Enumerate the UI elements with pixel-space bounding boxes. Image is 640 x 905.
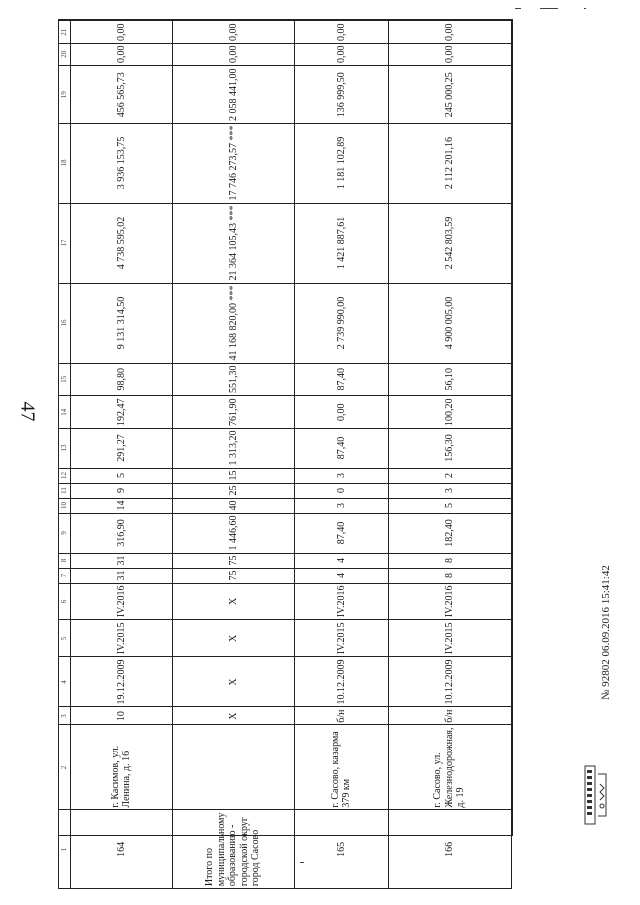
table-cell-col-1: 164 xyxy=(71,810,173,889)
table-cell-col-7: 8 xyxy=(389,568,512,583)
table-cell-col-19: 136 999,50 xyxy=(295,66,389,124)
table-cell-col-1: 166 xyxy=(389,810,512,889)
table-cell-col-6: IV.2016 xyxy=(295,583,389,620)
table-cell-col-4: X xyxy=(173,657,295,707)
table-cell-col-14: 761,90 xyxy=(173,396,295,429)
table-cell-col-2: г. Касимов, ул. Ленина, д. 16 xyxy=(71,725,173,810)
column-number: 1 xyxy=(59,810,71,889)
table-cell-col-11: 0 xyxy=(295,483,389,498)
table-cell-col-8: 4 xyxy=(295,553,389,568)
column-number: 10 xyxy=(59,498,71,513)
table-cell-col-14: 100,20 xyxy=(389,396,512,429)
table-cell-col-15: 551,30 xyxy=(173,363,295,396)
table-cell-col-3: б/н xyxy=(389,707,512,725)
column-number: 18 xyxy=(59,123,71,203)
scan-speck xyxy=(300,862,304,863)
table-cell-col-18: 17 746 273,57 *** xyxy=(173,123,295,203)
table-cell-col-20: 0,00 xyxy=(389,43,512,66)
data-table xyxy=(58,20,512,889)
table-row xyxy=(295,21,389,889)
table-cell-col-13: 156,30 xyxy=(389,428,512,468)
column-number: 20 xyxy=(59,43,71,66)
table-cell-col-10: 5 xyxy=(389,498,512,513)
table-cell-col-15: 87,40 xyxy=(295,363,389,396)
table-cell-col-6: IV.2016 xyxy=(71,583,173,620)
registry-note: № 92802 06.09.2016 15:41:42 xyxy=(600,565,612,700)
table-cell-col-12: 3 xyxy=(295,468,389,483)
table-cell-col-7: 75 xyxy=(173,568,295,583)
table-cell-col-16: 2 739 990,00 xyxy=(295,283,389,363)
table-cell-col-13: 87,40 xyxy=(295,428,389,468)
table-cell-col-5: IV.2015 xyxy=(295,620,389,657)
table-cell-col-20: 0,00 xyxy=(71,43,173,66)
column-number: 2 xyxy=(59,725,71,810)
table-cell-col-11: 25 xyxy=(173,483,295,498)
table-cell-col-19: 245 000,25 xyxy=(389,66,512,124)
table-cell-col-9: 182,40 xyxy=(389,513,512,553)
table-cell-col-17: 4 738 595,02 xyxy=(71,203,173,283)
table-cell-col-17: 21 364 105,43 *** xyxy=(173,203,295,283)
table-row xyxy=(173,21,295,889)
table-cell-col-3: 10 xyxy=(71,707,173,725)
table-cell-col-6: IV.2016 xyxy=(389,583,512,620)
table-row xyxy=(71,21,173,889)
table-cell-col-18: 1 181 102,89 xyxy=(295,123,389,203)
column-number-row xyxy=(59,21,71,889)
table-cell-col-8: 31 xyxy=(71,553,173,568)
table-cell-col-10: 3 xyxy=(295,498,389,513)
table-cell-col-15: 56,10 xyxy=(389,363,512,396)
table-cell-col-19: 2 058 441,00 xyxy=(173,66,295,124)
table-cell-col-18: 2 112 201,16 xyxy=(389,123,512,203)
column-number: 13 xyxy=(59,428,71,468)
table-cell-col-15: 98,80 xyxy=(71,363,173,396)
table-cell-col-14: 192,47 xyxy=(71,396,173,429)
column-number: 5 xyxy=(59,620,71,657)
table-cell-col-5: X xyxy=(173,620,295,657)
table-cell-col-21: 0,00 xyxy=(173,21,295,44)
table-cell-col-2: г. Сасово, казарма 379 км xyxy=(295,725,389,810)
table-cell-col-16: 4 900 005,00 xyxy=(389,283,512,363)
registry-stamp-logo xyxy=(584,764,611,826)
table-cell-col-21: 0,00 xyxy=(71,21,173,44)
table-cell-col-21: 0,00 xyxy=(295,21,389,44)
scan-speck xyxy=(584,8,586,9)
table-cell-col-4: 10.12.2009 xyxy=(389,657,512,707)
table-cell-col-3: б/н xyxy=(295,707,389,725)
table-cell-col-4: 10.12.2009 xyxy=(295,657,389,707)
data-table-frame xyxy=(58,19,513,886)
table-cell-col-5: IV.2015 xyxy=(71,620,173,657)
column-number: 8 xyxy=(59,553,71,568)
table-cell-col-12: 2 xyxy=(389,468,512,483)
table-cell-col-16: 9 131 314,50 xyxy=(71,283,173,363)
table-cell-col-9: 316,90 xyxy=(71,513,173,553)
scan-speck xyxy=(540,8,558,9)
table-cell-col-16: 41 168 820,00 *** xyxy=(173,283,295,363)
table-cell-col-3: X xyxy=(173,707,295,725)
column-number: 15 xyxy=(59,363,71,396)
column-number: 3 xyxy=(59,707,71,725)
table-cell-col-13: 291,27 xyxy=(71,428,173,468)
table-cell-col-2 xyxy=(173,725,295,810)
column-number: 12 xyxy=(59,468,71,483)
column-number: 16 xyxy=(59,283,71,363)
table-cell-col-13: 1 313,20 xyxy=(173,428,295,468)
column-number: 7 xyxy=(59,568,71,583)
table-cell-col-9: 1 446,60 xyxy=(173,513,295,553)
column-number: 11 xyxy=(59,483,71,498)
table-cell-col-11: 3 xyxy=(389,483,512,498)
table-cell-col-7: 4 xyxy=(295,568,389,583)
table-cell-col-12: 5 xyxy=(71,468,173,483)
column-number: 9 xyxy=(59,513,71,553)
table-cell-col-10: 40 xyxy=(173,498,295,513)
table-cell-col-5: IV.2015 xyxy=(389,620,512,657)
table-row xyxy=(389,21,512,889)
table-cell-col-7: 31 xyxy=(71,568,173,583)
table-cell-col-17: 2 542 803,59 xyxy=(389,203,512,283)
table-cell-col-20: 0,00 xyxy=(173,43,295,66)
table-cell-col-12: 15 xyxy=(173,468,295,483)
table-cell-col-11: 9 xyxy=(71,483,173,498)
table-cell-col-2: г. Сасово, ул. Железнодорожная, д. 19 xyxy=(389,725,512,810)
table-cell-col-1: Итого по муниципальному образованию - городской округ город Сасово xyxy=(173,810,295,889)
column-number: 4 xyxy=(59,657,71,707)
table-cell-col-14: 0,00 xyxy=(295,396,389,429)
table-cell-col-20: 0,00 xyxy=(295,43,389,66)
column-number: 19 xyxy=(59,66,71,124)
column-number: 17 xyxy=(59,203,71,283)
table-cell-col-18: 3 936 153,75 xyxy=(71,123,173,203)
scan-speck xyxy=(515,8,521,9)
table-cell-col-21: 0,00 xyxy=(389,21,512,44)
column-number: 6 xyxy=(59,583,71,620)
table-cell-col-17: 1 421 887,61 xyxy=(295,203,389,283)
column-number: 21 xyxy=(59,21,71,44)
table-cell-col-19: 456 565,73 xyxy=(71,66,173,124)
table-cell-col-8: 8 xyxy=(389,553,512,568)
table-cell-col-9: 87,40 xyxy=(295,513,389,553)
column-number: 14 xyxy=(59,396,71,429)
table-cell-col-8: 75 xyxy=(173,553,295,568)
table-cell-col-1: 165 xyxy=(295,810,389,889)
table-cell-col-4: 19.12.2009 xyxy=(71,657,173,707)
table-cell-col-6: X xyxy=(173,583,295,620)
table-cell-col-10: 14 xyxy=(71,498,173,513)
page-number: 47 xyxy=(16,401,39,422)
